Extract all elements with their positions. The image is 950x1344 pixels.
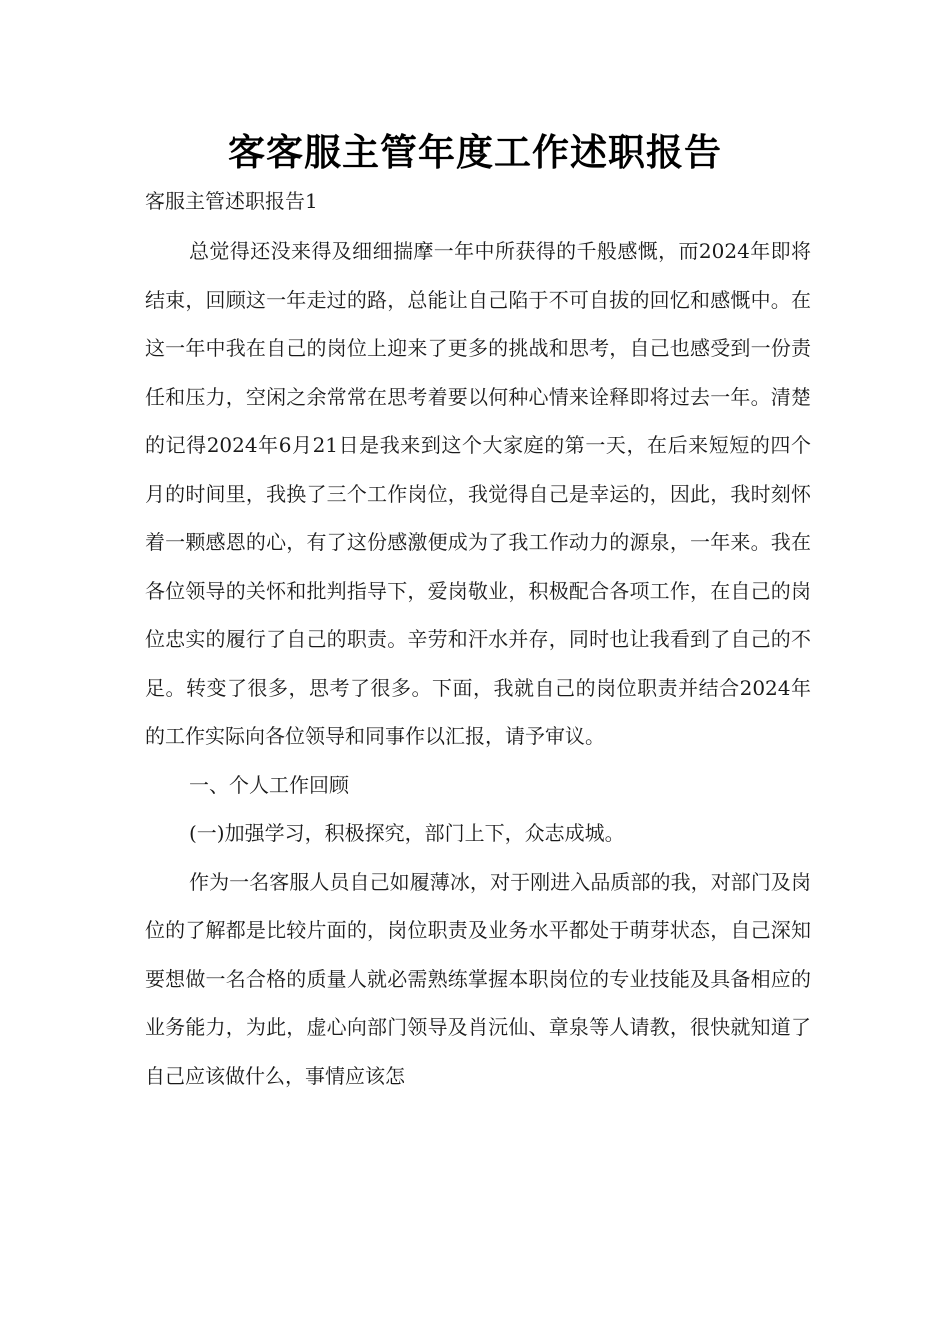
paragraph-study-detail: 作为一名客服人员自己如履薄冰，对于刚进入品质部的我，对部门及岗位的了解都是比较片面的，岗位职责及业务水平都处于萌芽状态，自己深知要想做一名合格的质量人就必需熟练掌握本职岗位的专业技能及具备相应的业务能力，为此，虚心向部门领导及肖沅仙、章泉等人请教，很快就知道了自己应该做什么，事情应该怎 [145,869,811,1088]
document-body [145,180,811,1100]
section-subtitle: 客服主管述职报告1 [145,189,318,213]
paragraph-heading-review: 一、个人工作回顾 [189,772,349,797]
paragraph-intro: 总觉得还没来得及细细揣摩一年中所获得的千般感慨，而2024年即将结束，回顾这一年走过的路，总能让自己陷于不可自拔的回忆和感慨中。在这一年中我在自己的岗位上迎来了更多的挑战和思考，自己也感受到一份责任和压力，空闲之余常常在思考着要以何种心情来诠释即将过去一年。清楚的记得2024年6月21日是我来到这个大家庭的第一天，在后来短短的四个月的时间里，我换了三个工作岗位，我觉得自己是幸运的，因此，我时刻怀着一颗感恩的心，有了这份感激便成为了我工作动力的源泉，一年来。我在各位领导的关怀和批判指导下，爱岗敬业，积极配合各项工作，在自己的岗位忠实的履行了自己的职责。辛劳和汗水并存，同时也让我看到了自己的不足。转变了很多，思考了很多。下面，我就自己的岗位职责并结合2024年的工作实际向各位领导和同事作以汇报，请予审议。 [145,239,811,748]
document-title: 客客服主管年度工作述职报告 [228,131,722,174]
paragraph-heading-study: (一)加强学习，积极探究，部门上下，众志成城。 [189,821,625,845]
